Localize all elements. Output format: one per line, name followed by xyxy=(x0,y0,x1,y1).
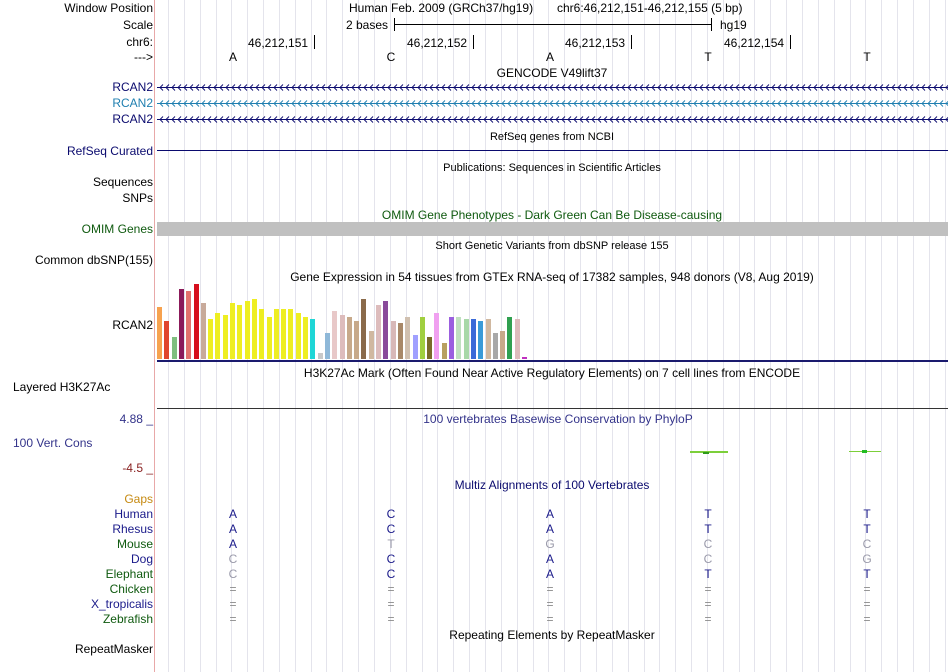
multiz-species-label[interactable]: Dog xyxy=(130,552,153,566)
strand-label[interactable]: ---> xyxy=(134,50,153,64)
gtex-tissue-bar[interactable] xyxy=(361,299,366,359)
scale-label: Scale xyxy=(122,18,153,32)
publications-sequences-label[interactable]: Sequences xyxy=(92,175,153,189)
h3k27ac-baseline xyxy=(157,408,948,409)
gtex-tissue-bar[interactable] xyxy=(405,317,410,359)
position-label: 46,212,151 xyxy=(248,36,309,50)
multiz-species-label[interactable]: Human xyxy=(114,507,153,521)
gtex-tissue-bar[interactable] xyxy=(427,337,432,359)
gtex-tissue-bar[interactable] xyxy=(194,284,199,359)
multiz-aligned-base: = xyxy=(704,582,712,596)
gtex-tissue-bar[interactable] xyxy=(259,309,264,359)
repeatmasker-track-label[interactable]: RepeatMasker xyxy=(74,642,153,656)
multiz-aligned-base: = xyxy=(229,582,237,596)
gtex-gene-line xyxy=(157,360,948,362)
multiz-aligned-base: C xyxy=(228,552,238,566)
gtex-tissue-bar[interactable] xyxy=(449,317,454,359)
gtex-tissue-bar[interactable] xyxy=(252,299,257,359)
gencode-transcript[interactable] xyxy=(157,115,948,124)
gtex-tissue-bar[interactable] xyxy=(201,303,206,359)
omim-track-label[interactable]: OMIM Genes xyxy=(81,222,153,236)
gtex-tissue-bar[interactable] xyxy=(515,319,520,359)
multiz-species-label[interactable]: Rhesus xyxy=(112,522,153,536)
gtex-tissue-bar[interactable] xyxy=(281,309,286,359)
multiz-aligned-base: A xyxy=(545,567,554,581)
gtex-track-title: Gene Expression in 54 tissues from GTEx RNA-seq of 17382 samples, 948 donors (V8, Aug 2019) xyxy=(290,270,814,284)
gtex-tissue-bar[interactable] xyxy=(522,357,527,359)
gencode-transcript[interactable] xyxy=(157,83,948,92)
omim-phenotype-bar[interactable] xyxy=(157,222,948,236)
gtex-tissue-bar[interactable] xyxy=(296,313,301,359)
multiz-aligned-base: = xyxy=(229,597,237,611)
multiz-aligned-base: = xyxy=(546,597,554,611)
multiz-aligned-base: A xyxy=(228,522,237,536)
multiz-aligned-base: C xyxy=(386,567,396,581)
position-tick xyxy=(314,35,315,49)
multiz-aligned-base: C xyxy=(386,522,396,536)
multiz-species-label[interactable]: X_tropicalis xyxy=(90,597,153,611)
ref-base: T xyxy=(863,50,871,64)
refseq-track-title: RefSeq genes from NCBI xyxy=(489,131,615,143)
gtex-tissue-bar[interactable] xyxy=(303,317,308,359)
phylop-track-title: 100 vertebrates Basewise Conservation by PhyloP xyxy=(423,412,693,426)
gtex-tissue-bar[interactable] xyxy=(464,319,469,359)
scale-bar xyxy=(394,24,711,25)
gtex-tissue-bar[interactable] xyxy=(486,319,491,359)
gtex-tissue-bar[interactable] xyxy=(164,321,169,359)
gtex-tissue-bar[interactable] xyxy=(318,353,323,359)
multiz-aligned-base: C xyxy=(703,552,713,566)
ref-base: A xyxy=(228,50,237,64)
position-label: 46,212,153 xyxy=(565,36,626,50)
multiz-species-label[interactable]: Zebrafish xyxy=(102,612,153,626)
phylop-score-mark xyxy=(703,452,709,454)
gtex-tissue-bar[interactable] xyxy=(383,301,388,359)
phylop-score-mark xyxy=(862,450,867,453)
h3k27ac-track-title: H3K27Ac Mark (Often Found Near Active Regulatory Elements) on 7 cell lines from ENCODE xyxy=(303,366,801,380)
multiz-aligned-base: T xyxy=(704,567,712,581)
gtex-tissue-bar[interactable] xyxy=(310,319,315,359)
gtex-tissue-bar[interactable] xyxy=(507,317,512,359)
multiz-species-label[interactable]: Mouse xyxy=(116,537,153,551)
multiz-track-title: Multiz Alignments of 100 Vertebrates xyxy=(454,478,650,492)
multiz-aligned-base: C xyxy=(703,537,713,551)
refseq-gene-line[interactable] xyxy=(157,150,948,151)
multiz-aligned-base: A xyxy=(228,507,237,521)
multiz-aligned-base: = xyxy=(546,612,554,626)
position-tick xyxy=(631,35,632,49)
position-tick xyxy=(473,35,474,49)
scale-bar-tick-left xyxy=(394,18,395,31)
gencode-track-title: GENCODE V49lift37 xyxy=(496,66,608,80)
multiz-aligned-base: = xyxy=(387,612,395,626)
publications-snps-label[interactable]: SNPs xyxy=(122,191,153,205)
multiz-aligned-base: A xyxy=(228,537,237,551)
window-position-label: Window Position xyxy=(64,1,153,15)
gtex-tissue-bar[interactable] xyxy=(215,313,220,359)
multiz-aligned-base: C xyxy=(228,567,238,581)
gtex-tissue-bar[interactable] xyxy=(274,309,279,359)
gtex-tissue-bar[interactable] xyxy=(493,333,498,359)
multiz-gaps-label[interactable]: Gaps xyxy=(124,492,153,506)
gtex-tissue-bar[interactable] xyxy=(434,313,439,359)
gtex-tissue-bar[interactable] xyxy=(172,337,177,359)
phylop-max-label: 4.88 _ xyxy=(119,412,153,426)
multiz-aligned-base: T xyxy=(863,522,871,536)
multiz-aligned-base: = xyxy=(229,612,237,626)
phylop-min-label: -4.5 _ xyxy=(122,461,153,475)
multiz-aligned-base: = xyxy=(863,597,871,611)
gencode-gene-label[interactable]: RCAN2 xyxy=(112,80,153,94)
gtex-tissue-bar[interactable] xyxy=(332,311,337,359)
gtex-tissue-bar[interactable] xyxy=(347,317,352,359)
phylop-track-label[interactable]: 100 Vert. Cons xyxy=(13,436,93,450)
gtex-tissue-bar[interactable] xyxy=(186,291,191,359)
gtex-tissue-bar[interactable] xyxy=(391,321,396,359)
ref-base: A xyxy=(545,50,554,64)
gtex-tissue-bar[interactable] xyxy=(376,305,381,359)
gtex-tissue-bar[interactable] xyxy=(288,309,293,359)
db-text: hg19 xyxy=(720,18,747,32)
multiz-aligned-base: C xyxy=(386,552,396,566)
multiz-aligned-base: A xyxy=(545,522,554,536)
multiz-aligned-base: T xyxy=(387,537,395,551)
position-label: 46,212,152 xyxy=(407,36,468,50)
gtex-tissue-bar[interactable] xyxy=(398,323,403,359)
gtex-gene-label[interactable]: RCAN2 xyxy=(112,318,153,332)
multiz-aligned-base: C xyxy=(386,507,396,521)
gtex-tissue-bar[interactable] xyxy=(230,303,235,359)
gtex-tissue-bar[interactable] xyxy=(340,315,345,359)
gencode-gene-label[interactable]: RCAN2 xyxy=(112,96,153,110)
position-label: 46,212,154 xyxy=(724,36,785,50)
gtex-tissue-bar[interactable] xyxy=(369,331,374,359)
gtex-tissue-bar[interactable] xyxy=(442,343,447,359)
gtex-tissue-bar[interactable] xyxy=(208,319,213,359)
gtex-tissue-bar[interactable] xyxy=(237,305,242,359)
scale-text: 2 bases xyxy=(346,18,389,32)
refseq-track-label[interactable]: RefSeq Curated xyxy=(66,144,153,158)
scale-bar-tick-right xyxy=(711,18,712,31)
multiz-aligned-base: = xyxy=(387,597,395,611)
gtex-tissue-bar[interactable] xyxy=(245,301,250,359)
assembly-text: Human Feb. 2009 (GRCh37/hg19) xyxy=(349,1,534,15)
gtex-tissue-bar[interactable] xyxy=(471,319,476,359)
multiz-aligned-base: = xyxy=(546,582,554,596)
multiz-aligned-base: = xyxy=(387,582,395,596)
multiz-aligned-base: = xyxy=(704,612,712,626)
coords-text: chr6:46,212,151-46,212,155 (5 bp) xyxy=(557,1,743,15)
multiz-aligned-base: = xyxy=(704,597,712,611)
multiz-aligned-base: = xyxy=(863,582,871,596)
gtex-tissue-bar[interactable] xyxy=(354,321,359,359)
multiz-aligned-base: T xyxy=(863,567,871,581)
gtex-tissue-bar[interactable] xyxy=(500,331,505,359)
omim-track-title: OMIM Gene Phenotypes - Dark Green Can Be Disease-causing xyxy=(381,208,723,222)
gtex-tissue-bar[interactable] xyxy=(413,335,418,359)
label-divider xyxy=(154,0,155,672)
ref-base: T xyxy=(704,50,712,64)
repeatmasker-track-title: Repeating Elements by RepeatMasker xyxy=(449,628,655,642)
gtex-tissue-bar[interactable] xyxy=(478,321,483,359)
ref-base: C xyxy=(386,50,396,64)
multiz-aligned-base: = xyxy=(863,612,871,626)
dbsnp-track-label[interactable]: Common dbSNP(155) xyxy=(34,253,153,267)
gtex-tissue-bar[interactable] xyxy=(267,317,272,359)
multiz-aligned-base: T xyxy=(704,507,712,521)
chrom-label: chr6: xyxy=(126,35,153,49)
gtex-tissue-bar[interactable] xyxy=(157,307,162,359)
multiz-aligned-base: G xyxy=(862,552,872,566)
multiz-species-label[interactable]: Chicken xyxy=(109,582,153,596)
phylop-score-mark xyxy=(690,451,728,453)
multiz-aligned-base: C xyxy=(862,537,872,551)
multiz-aligned-base: G xyxy=(545,537,555,551)
gtex-expression-bars[interactable] xyxy=(157,284,537,359)
gtex-tissue-bar[interactable] xyxy=(325,333,330,359)
position-tick xyxy=(790,35,791,49)
multiz-species-label[interactable]: Elephant xyxy=(105,567,153,581)
gtex-tissue-bar[interactable] xyxy=(223,315,228,359)
gtex-tissue-bar[interactable] xyxy=(179,289,184,359)
gencode-transcript[interactable] xyxy=(157,99,948,108)
gtex-tissue-bar[interactable] xyxy=(420,317,425,359)
gencode-gene-label[interactable]: RCAN2 xyxy=(112,112,153,126)
publications-track-title: Publications: Sequences in Scientific Articles xyxy=(443,162,661,174)
multiz-aligned-base: A xyxy=(545,507,554,521)
dbsnp-track-title: Short Genetic Variants from dbSNP release 155 xyxy=(435,240,669,252)
multiz-aligned-base: T xyxy=(704,522,712,536)
multiz-aligned-base: A xyxy=(545,552,554,566)
h3k27ac-track-label[interactable]: Layered H3K27Ac xyxy=(13,380,111,394)
multiz-aligned-base: T xyxy=(863,507,871,521)
gtex-tissue-bar[interactable] xyxy=(456,317,461,359)
